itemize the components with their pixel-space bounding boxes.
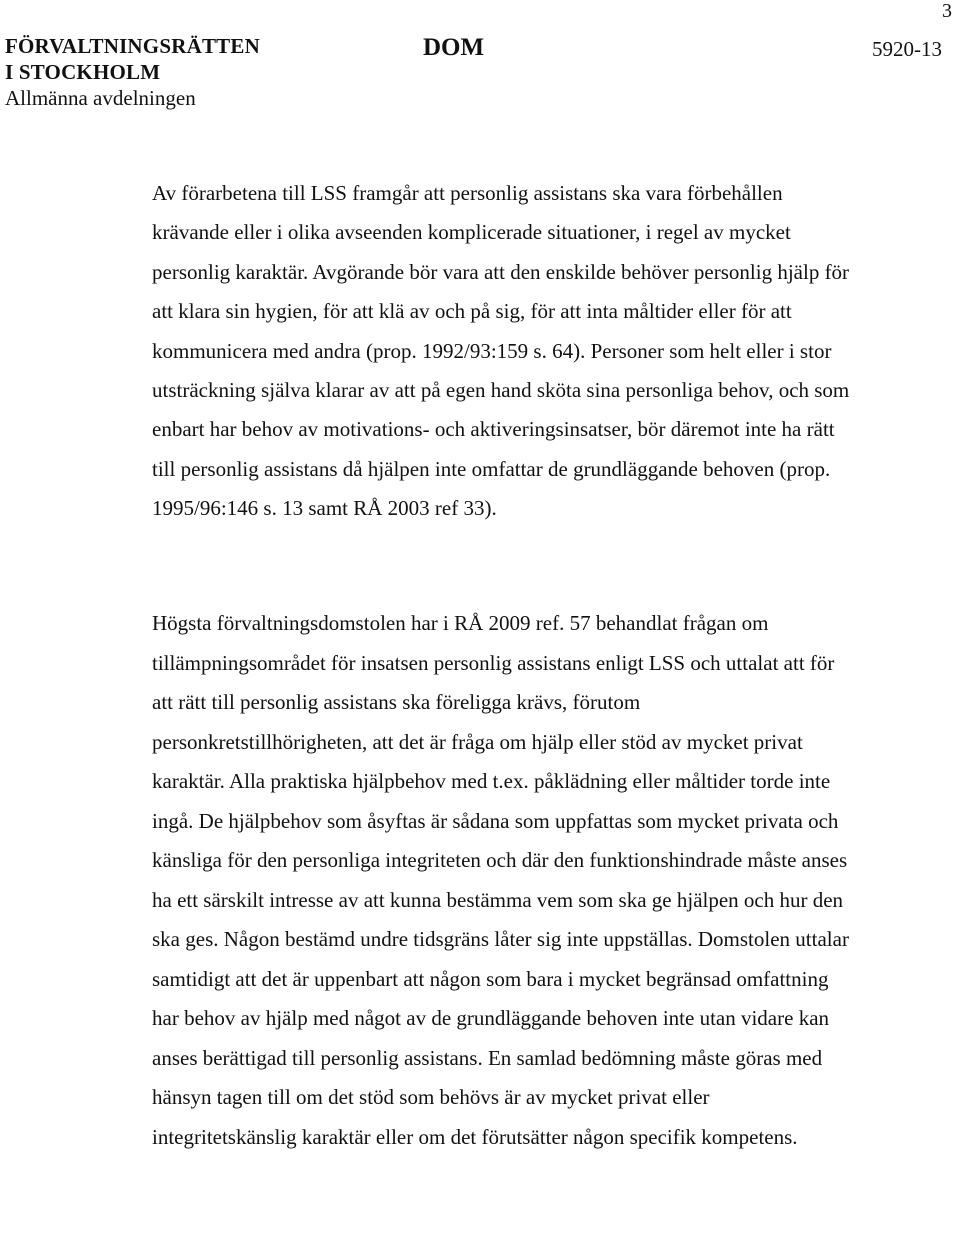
body-paragraph-1: Av förarbetena till LSS framgår att personlig assistans ska vara förbehållen krävande eller i olika avseenden komplicerade situationer, i regel av mycket personlig karaktär. Avgörande bör vara att den enskilde behöver personlig hjälp för att klara sin hygien, för att klä av och på sig, för att inta måltider eller för att kommunicera med andra (prop. 1992/93:159 s. 64). Personer som helt eller i stor utsträckning själva klarar av att på egen hand sköta sina personliga behov, och som enbart har behov av motivations- och aktiveringsinsatser, bör däremot inte ha rätt till personlig assistans då hjälpen inte omfattar de grundläggande behoven (prop. 1995/96:146 s. 13 samt RÅ 2003 ref 33). — [152, 181, 850, 521]
court-name-line1: FÖRVALTNINGSRÄTTEN — [5, 34, 260, 58]
case-number: 5920-13 — [872, 37, 942, 61]
body-paragraph-2: Högsta förvaltningsdomstolen har i RÅ 2009 ref. 57 behandlat frågan om tillämpningsområdet för insatsen personlig assistans enligt LSS och uttalat att för att rätt till personlig assistans ska föreligga krävs, förutom personkretstillhörigheten, att det är fråga om hjälp eller stöd av mycket privat karaktär. Alla praktiska hjälpbehov med t.ex. påklädning eller måltider torde inte ingå. De hjälpbehov som åsyftas är sådana som uppfattas som mycket privata och känsliga för den personliga integriteten och där den funktionshindrade måste anses ha ett särskilt intresse av att kunna bestämma vem som ska ge hjälpen och hur den ska ges. Någon bestämd undre tidsgräns låter sig inte uppställas. Domstolen uttalar samtidigt att det är uppenbart att någon som bara i mycket begränsad omfattning har behov av hjälp med något av de grundläggande behoven inte utan vidare kan anses berättigad till personlig assistans. En samlad bedömning måste göras med hänsyn tagen till om det stöd som behövs är av mycket privat eller integritetskänslig karaktär eller om det förutsätter någon specifik kompetens. — [152, 611, 849, 1149]
court-name-line2: I STOCKHOLM — [5, 60, 161, 84]
body-paragraph-2-container — [152, 604, 852, 1157]
document-type: DOM — [423, 34, 485, 61]
court-division: Allmänna avdelningen — [5, 86, 196, 110]
court-header — [5, 33, 260, 111]
body-paragraph-1-container — [152, 174, 852, 529]
page-number: 3 — [942, 0, 952, 22]
